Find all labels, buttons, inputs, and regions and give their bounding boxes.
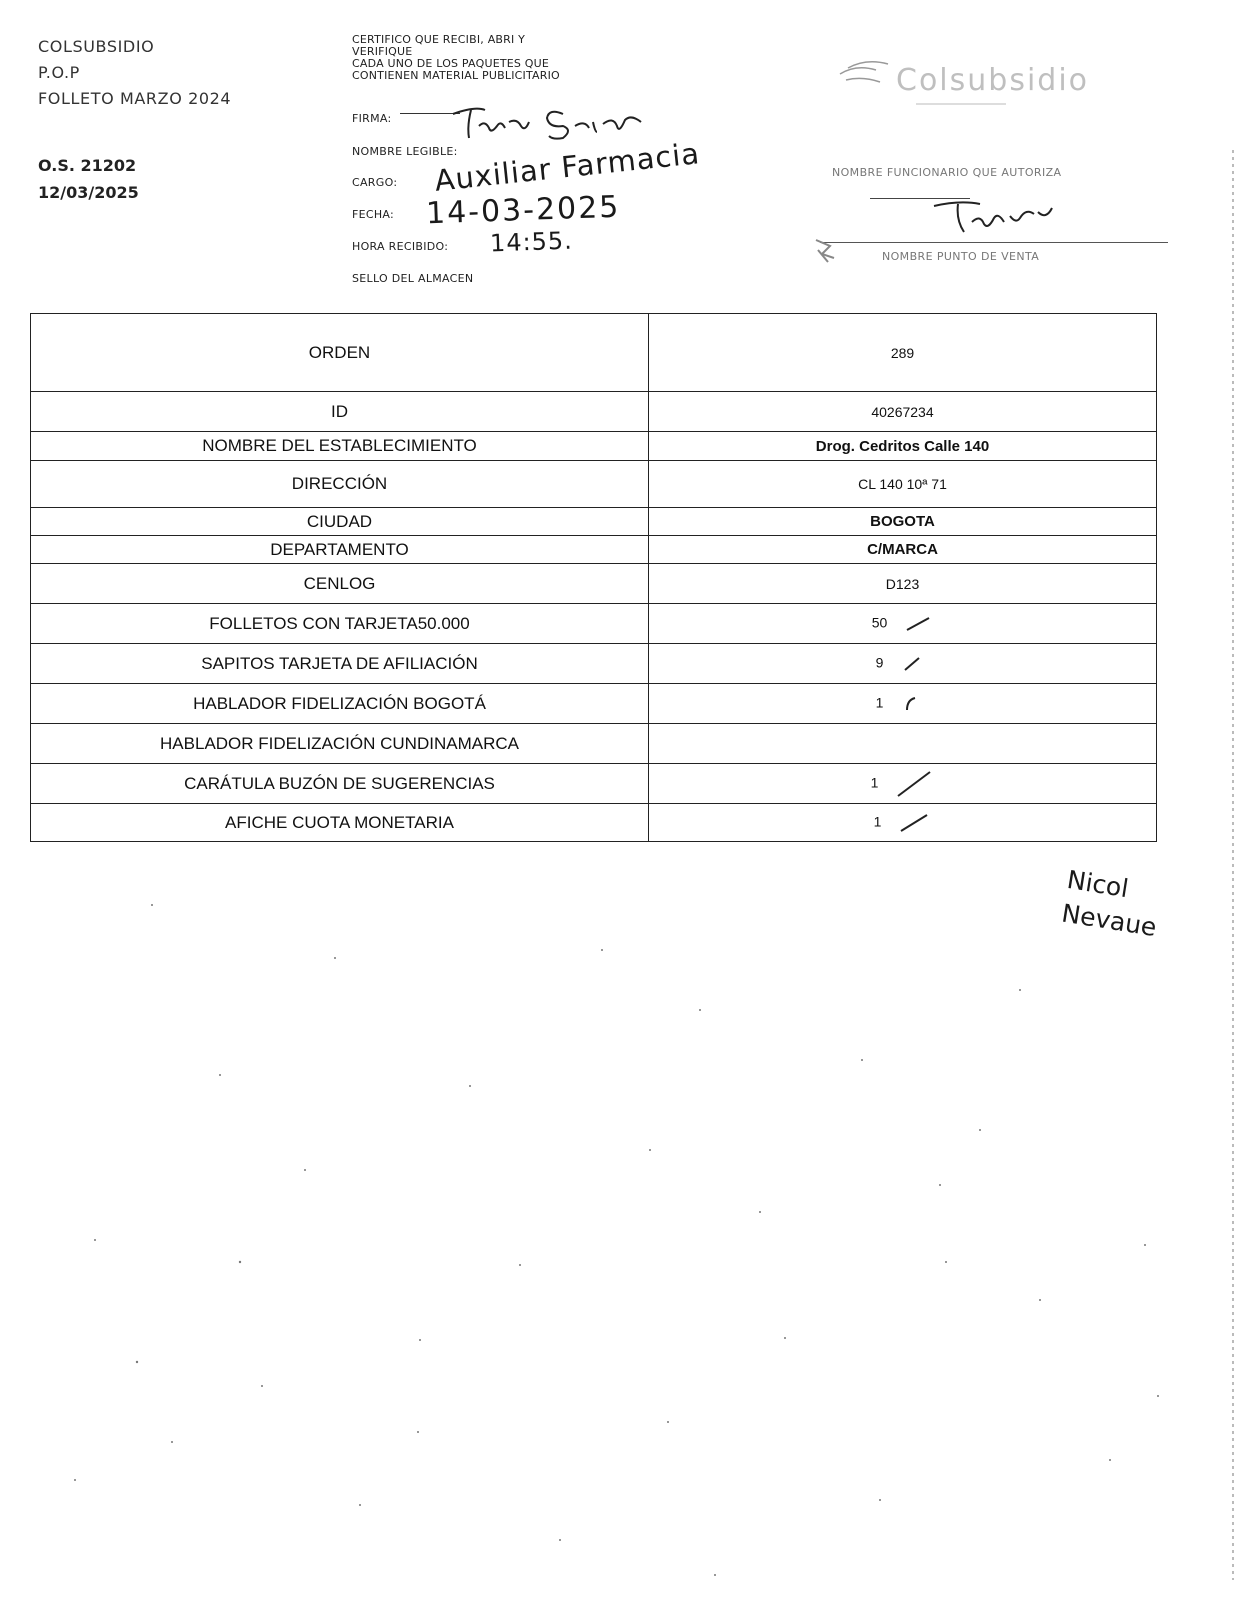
table-row [31, 644, 1157, 684]
checkmark-icon [903, 614, 933, 634]
colsubsidio-stamp [836, 46, 1166, 116]
row-label: SAPITOS TARJETA DE AFILIACIÓN [31, 644, 649, 684]
fecha-handwritten: 14-03-2025 [425, 189, 621, 232]
row-label: AFICHE CUOTA MONETARIA [31, 804, 649, 842]
row-label: CENLOG [31, 564, 649, 604]
hora-handwritten: 14:55. [489, 226, 574, 258]
row-value-cell [649, 644, 1157, 684]
row-value-cell [649, 764, 1157, 804]
certificate-text [352, 34, 652, 82]
row-value: D123 [649, 564, 1157, 604]
row-value: CL 140 10ª 71 [649, 461, 1157, 508]
table-row [31, 764, 1157, 804]
row-label: ORDEN [31, 314, 649, 392]
funcionario-label: NOMBRE FUNCIONARIO QUE AUTORIZA [832, 166, 1062, 179]
row-value: 289 [649, 314, 1157, 392]
svg-text:Colsubsidio: Colsubsidio [896, 63, 1090, 98]
checkmark-icon [894, 768, 934, 800]
row-value: C/MARCA [649, 536, 1157, 564]
stamp-smudge [814, 236, 848, 266]
row-value: BOGOTA [649, 508, 1157, 536]
row-value [649, 724, 1157, 764]
row-label: CARÁTULA BUZÓN DE SUGERENCIAS [31, 764, 649, 804]
row-label: ID [31, 392, 649, 432]
row-label: DIRECCIÓN [31, 461, 649, 508]
row-value-cell [649, 604, 1157, 644]
cert-line: CADA UNO DE LOS PAQUETES QUE [352, 57, 550, 70]
order-table [30, 313, 1157, 842]
firma-signature [445, 96, 655, 144]
row-value: 1 [873, 813, 882, 830]
table-row [31, 508, 1157, 536]
autoriza-signature [930, 194, 1070, 240]
table-row [31, 461, 1157, 508]
table-row [31, 804, 1157, 842]
folleto-title: FOLLETO MARZO 2024 [38, 89, 232, 108]
nombre-label: NOMBRE LEGIBLE: [352, 145, 458, 158]
table-row [31, 684, 1157, 724]
table-row [31, 564, 1157, 604]
row-value: 1 [875, 694, 884, 711]
cargo-label: CARGO: [352, 176, 398, 189]
note-line-2: Nevaue [1059, 898, 1159, 943]
row-label: NOMBRE DEL ESTABLECIMIENTO [31, 432, 649, 461]
table-row [31, 536, 1157, 564]
sello-label: SELLO DEL ALMACEN [352, 272, 474, 285]
row-value-cell [649, 684, 1157, 724]
table-row [31, 724, 1157, 764]
header-left [38, 34, 231, 206]
company-name: COLSUBSIDIO [38, 37, 155, 56]
row-label: HABLADOR FIDELIZACIÓN BOGOTÁ [31, 684, 649, 724]
checkmark-icon [899, 694, 929, 714]
row-label: HABLADOR FIDELIZACIÓN CUNDINAMARCA [31, 724, 649, 764]
row-value: 9 [875, 654, 884, 671]
note-line-1: Nicol [1065, 864, 1131, 904]
row-value: 40267234 [649, 392, 1157, 432]
row-label: FOLLETOS CON TARJETA50.000 [31, 604, 649, 644]
row-label: DEPARTAMENTO [31, 536, 649, 564]
punto-line [820, 242, 1168, 243]
order-number: O.S. 21202 [38, 156, 137, 175]
row-label: CIUDAD [31, 508, 649, 536]
table-row [31, 392, 1157, 432]
scan-edge [1232, 150, 1234, 1580]
document-type: P.O.P [38, 63, 80, 82]
cert-line: VERIFIQUE [352, 45, 413, 58]
punto-label: NOMBRE PUNTO DE VENTA [882, 250, 1040, 263]
table-row [31, 604, 1157, 644]
firma-label: FIRMA: [352, 112, 392, 125]
cargo-handwritten: Auxiliar Farmacia [432, 136, 702, 198]
checkmark-icon [897, 811, 931, 835]
table-row [31, 314, 1157, 392]
row-value: Drog. Cedritos Calle 140 [649, 432, 1157, 461]
cert-line: CERTIFICO QUE RECIBI, ABRI Y [352, 33, 526, 46]
order-date: 12/03/2025 [38, 183, 139, 202]
checkmark-icon [899, 654, 929, 674]
table-row [31, 432, 1157, 461]
row-value-cell [649, 804, 1157, 842]
cert-line: CONTIENEN MATERIAL PUBLICITARIO [352, 69, 560, 82]
row-value: 50 [871, 614, 888, 631]
fecha-label: FECHA: [352, 208, 395, 221]
row-value: 1 [870, 774, 879, 791]
hora-label: HORA RECIBIDO: [352, 240, 449, 253]
